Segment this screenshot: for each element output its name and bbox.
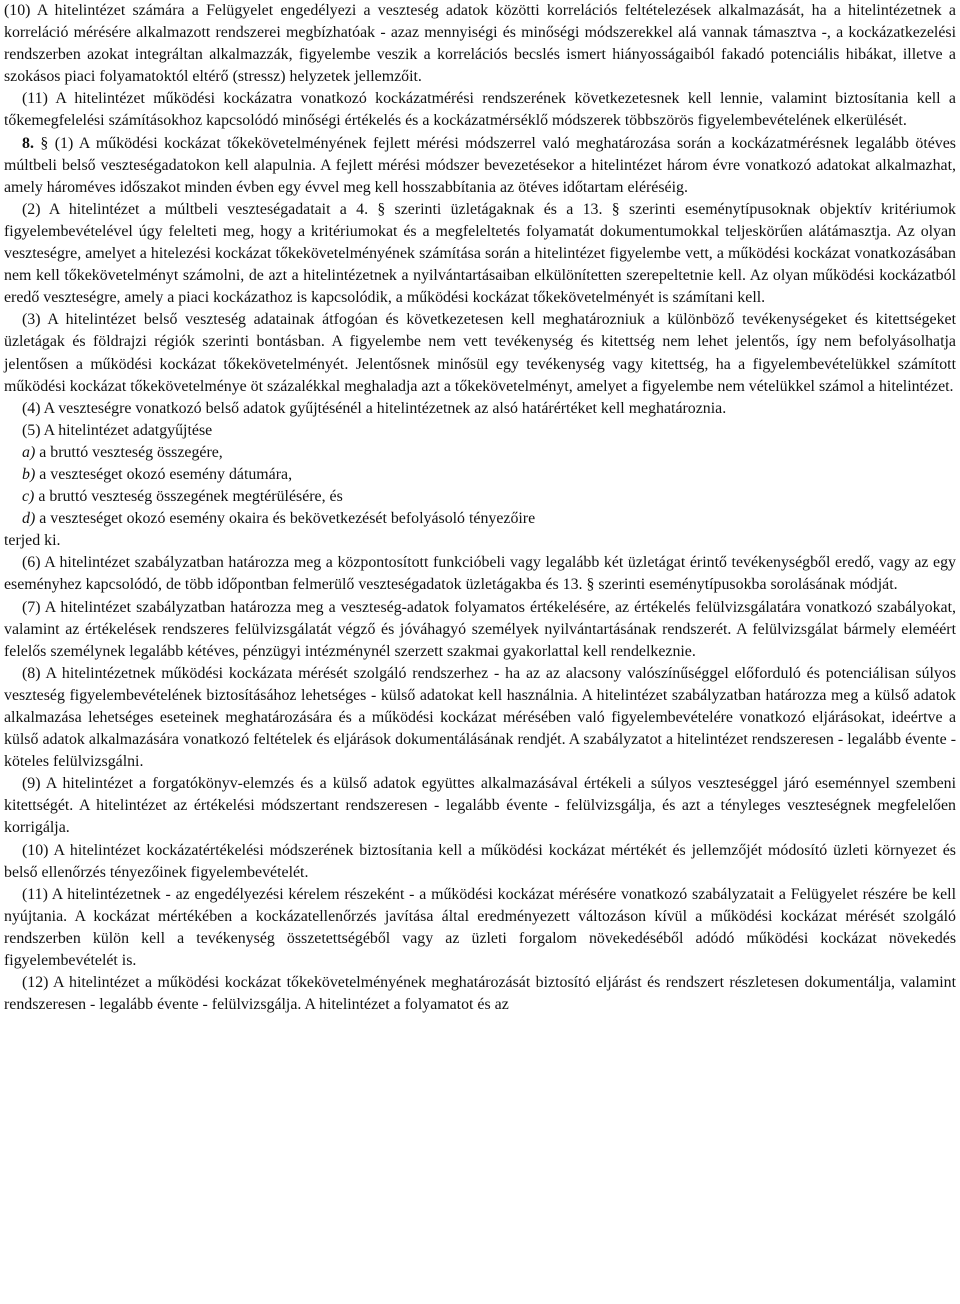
section-number: 8. [22, 134, 34, 152]
paragraph-7: (7) A hitelintézet szabályzatban határozza meg a veszteség-adatok folyamatos értékelésére, az értékelés felülvizsgálatára vonatkozó szabályokat, valamint az értékelések rendszeres felülvizsgálatát végző és jóváhagyó személyek nyilvántartásának rendszerét. A felülvizsgálat bármely eleméért felelős személynek legalább kétéves, pénzügyi intézménynél szerzett szakmai gyakorlattal kell rendelkeznie. [4, 598, 956, 660]
paragraph-12: (12) A hitelintézet a működési kockázat tőkekövetelményének meghatározását biztosító eljárást és rendszert részletesen dokumentálja, valamint rendszeresen - legalább évente - felülvizsgálja. A hitelintézet a folyamatot és az [4, 974, 956, 1014]
list-item-a [4, 442, 956, 464]
list-label-b: b) [22, 465, 36, 483]
list-text-b: a veszteséget okozó esemény dátumára, [35, 465, 293, 483]
list-text-a: a bruttó veszteség összegére, [35, 443, 223, 461]
paragraph-6: (6) A hitelintézet szabályzatban határozza meg a központosított funkcióbeli vagy legalább két üzletágat érintő tevékenységből eredő, vagy az egy eseményhez kapcsolódó, de több időpontban felmerülő veszteségadatok üzletágakba és 13. § szerinti eseménytípusokba sorolásának módját. [4, 554, 956, 594]
paragraph-10b: (10) A hitelintézet kockázatértékelési módszerének biztosítania kell a működési kockázat mértékét és jellemzőjét módosító üzleti környezet és belső ellenőrzés tényezőinek figyelembevételét. [4, 841, 956, 881]
paragraph-5: (5) A hitelintézet adatgyűjtése [22, 421, 213, 439]
section-8-paragraph-1 [4, 133, 956, 199]
list-label-a: a) [22, 443, 36, 461]
paragraph-3: (3) A hitelintézet belső veszteség adatainak átfogóan és következetesen kell meghatározniuk a különböző tevékenységeket és kitettségeket üzletágak és földrajzi régiók szerinti bontásban. A figyelembe nem vett tevékenység és kitettség nem lehet jelentős, így nem befolyásolhatja jelentősen a működési kockázat tőkekövetelményét. Jelentősnek minősül egy tevékenység vagy kitettség, ha a figyelembevételükkel számított működési kockázat tőkekövetelménye öt százalékkal meghaladja azt a tőkekövetelményt, amelyet a figyelembe nem vételükkel számol a hitelintézet. [4, 311, 956, 395]
list-item-c [4, 486, 956, 508]
paragraph-10a: (10) A hitelintézet számára a Felügyelet engedélyezi a veszteség adatok közötti korrelációs feltételezések alkalmazását, ha a hitelintézetnek a korreláció mérésére alkalmazott rendszerei megbízhatóak - azaz mennyiségi és minőségi módszerekkel alá vannak támasztva -, a kockázatkezelési rendszerben azokat integráltan alkalmazzák, figyelembe veszik a korrelációs becslés ismert hiányosságaiból fakadó potenciális hibákat, illetve a szokásos piaci folyamatoktól eltérő (stressz) helyzetek jellemzőit. [4, 2, 956, 86]
paragraph-8: (8) A hitelintézetnek működési kockázata mérését szolgáló rendszerhez - ha az az alacsony valószínűséggel előforduló és potenciálisan súlyos veszteség figyelembevételének biztosításához lehetséges - külső adatokat kell használnia. A hitelintézet szabályzatban határozza meg a külső adatok alkalmazása lehetséges eseteinek meghatározására és a működési kockázat mérésében való figyelembevételére vonatkozó eljárásokat, ideértve a külső adatok alkalmazására vonatkozó feltételek és eljárások dokumentálásának rendjét. A szabályzatot a hitelintézet rendszeresen - legalább évente - köteles felülvizsgálni. [4, 664, 956, 771]
list-text-c: a bruttó veszteség összegének megtérülésére, és [34, 488, 343, 506]
paragraph-9: (9) A hitelintézet a forgatókönyv-elemzés és a külső adatok együttes alkalmazásával értékeli a súlyos veszteséggel járó eseménnyel szembeni kitettségét. A hitelintézet az értékelési módszertant rendszeresen - legalább évente - felülvizsgálja, és azt a tényleges veszteségnek megfelelően korrigálja. [4, 775, 956, 837]
paragraph-4: (4) A veszteségre vonatkozó belső adatok gyűjtésénél a hitelintézetnek az alsó határértéket kell meghatároznia. [22, 399, 727, 417]
paragraph-5-end: terjed ki. [4, 532, 61, 550]
list-label-c: c) [22, 488, 35, 506]
list-text-d: a veszteséget okozó esemény okaira és bekövetkezését befolyásoló tényezőire [35, 510, 536, 528]
list-label-d: d) [22, 510, 36, 528]
list-item-b [4, 464, 956, 486]
paragraph-2: (2) A hitelintézet a múltbeli veszteségadatait a 4. § szerinti üzletágaknak és a 13. § szerinti eseménytípusoknak objektív kritériumok figyelembevételével úgy felelteti meg, hogy a kritériumokat és a megfeleltetés folyamatát dokumentumokkal teljeskörűen alátámasztja. Az olyan veszteségre, amelyet a hitelezési kockázat tőkekövetelményének számítása során a hitelintézet figyelembe vett, a működési kockázat vonatkozásában nem kell tőkekövetelményt számolni, de azt a hitelintézetnek a nyilvántartásaiban elkülönítetten szerepeltetnie kell. Az olyan működési kockázatból eredő veszteségre, amely a piaci kockázathoz is kapcsolódik, a működési kockázat tőkekövetelményét is számítani kell. [4, 200, 956, 307]
section-8-text: § (1) A működési kockázat tőkekövetelményének fejlett mérési módszerrel való meghatározása során a kockázatmérésnek legalább ötéves múltbeli belső veszteségadatokon kell alapulnia. A fejlett mérési módszer bevezetésekor a hitelintézet három évre vonatkozó adatokat alkalmazhat, amely hároméves időszakot minden évben egy évvel meg kell hosszabbítania az ötéves időtartam eléréséig. [4, 134, 956, 196]
document-page [4, 0, 956, 1016]
paragraph-11a: (11) A hitelintézet működési kockázatra vonatkozó kockázatmérési rendszerének következetesnek kell lennie, valamint biztosítania kell a tőkemegfelelési számításokhoz kapcsolódó minőségi értékelés és a kockázatmérséklő módszerek többszörös figyelembevételének elkerülését. [4, 90, 956, 130]
paragraph-11b: (11) A hitelintézetnek - az engedélyezési kérelem részeként - a működési kockázat mérésére vonatkozó szabályzatait a Felügyelet részére be kell nyújtania. A kockázat mértékében a kockázatellenőrzés javítása által eredményezett változáson kívül a működési kockázat mérését szolgáló rendszerben külön kell a tevékenység összetettségéből vagy az üzleti forgalom növekedéséből adódó működési kockázat növekedés figyelembevételét is. [4, 885, 956, 970]
list-item-d [4, 508, 956, 530]
